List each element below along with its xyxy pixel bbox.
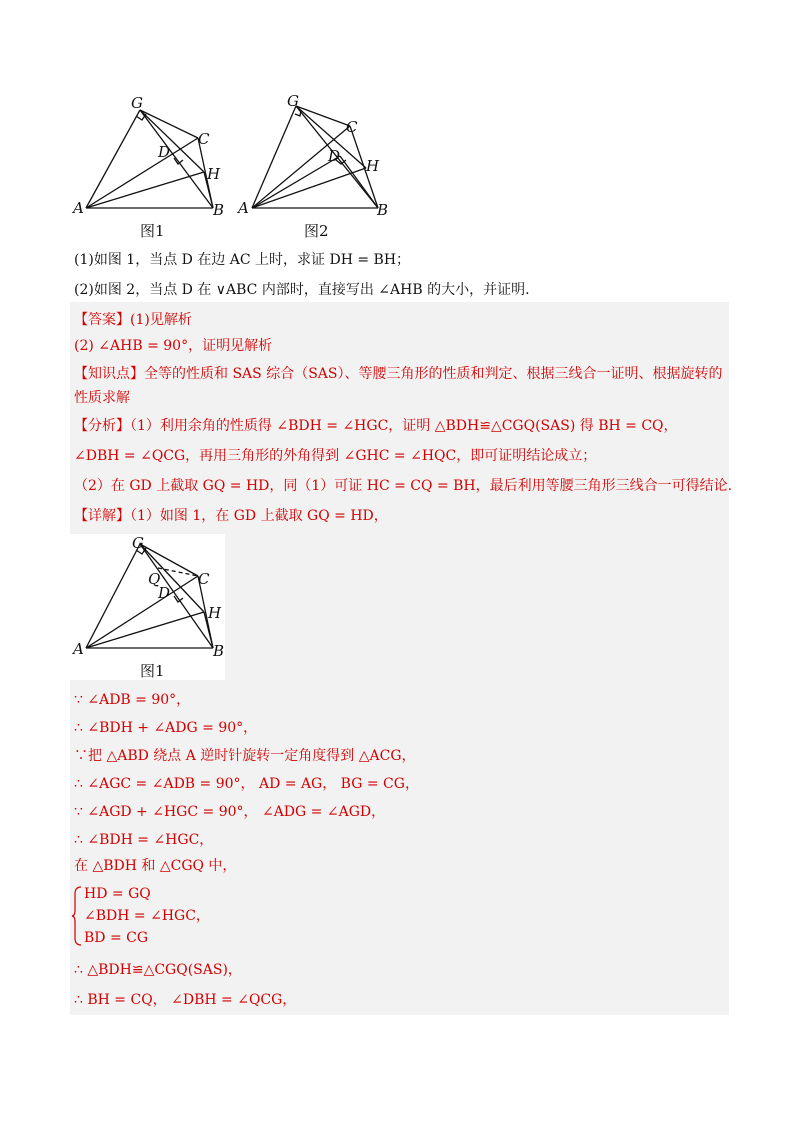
system-line-3: BD = CG [84, 930, 149, 946]
proof-step-1: ∵ ∠ADB = 90°， [74, 692, 191, 708]
proof-step-3: ∵把 △ABD 绕点 A 逆时针旋转一定角度得到 △ACG， [74, 748, 416, 764]
proof-step-8: ∴ △BDH≌△CGQ(SAS)， [74, 962, 242, 978]
fig3-label-A: A [73, 640, 84, 658]
fig2-label-D: D [328, 147, 341, 165]
knowledge-line-2: 性质求解 [74, 390, 130, 406]
fig1-label-A: A [73, 199, 84, 217]
fig1-label-C: C [198, 130, 210, 148]
proof-step-9: ∴ BH = CQ， ∠DBH = ∠QCG， [74, 992, 297, 1008]
answer-line-1: 【答案】(1)见解析 [74, 312, 192, 328]
figure-1 [70, 94, 230, 219]
fig1-label-H: H [207, 165, 221, 183]
fig3-label-G: G [132, 534, 144, 552]
proof-step-7: 在 △BDH 和 △CGQ 中， [74, 858, 237, 874]
fig2-label-B: B [377, 201, 389, 219]
fig3-label-H: H [208, 604, 222, 622]
fig3-label-D: D [158, 584, 171, 602]
question-2: (2)如图 2，当点 D 在 ∨ABC 内部时，直接写出 ∠AHB 的大小，并证明. [74, 282, 530, 298]
fig1-label-D: D [158, 143, 171, 161]
detail-intro: 【详解】（1）如图 1，在 GD 上截取 GQ = HD， [74, 508, 388, 524]
fig3-label-C: C [198, 570, 210, 588]
fig3-label-B: B [213, 642, 225, 660]
question-1: (1)如图 1，当点 D 在边 AC 上时，求证 DH = BH； [74, 252, 411, 268]
fig2-label-G: G [287, 92, 299, 110]
analysis-line-1: 【分析】（1）利用余角的性质得 ∠BDH = ∠HGC，证明 △BDH≌△CGQ(SAS) 得 BH = CQ， [74, 418, 678, 434]
system-line-1: HD = GQ [84, 886, 151, 902]
knowledge-line-1: 【知识点】全等的性质和 SAS 综合（SAS）、等腰三角形的性质和判定、根据三线合一证明、根据旋转的 [74, 366, 723, 382]
fig1-label-G: G [131, 94, 143, 112]
fig2-caption: 图2 [304, 222, 329, 240]
proof-step-2: ∴ ∠BDH + ∠ADG = 90°， [74, 720, 258, 736]
answer-line-2: (2) ∠AHB = 90°，证明见解析 [74, 338, 273, 354]
fig2-label-A: A [238, 199, 249, 217]
fig2-label-C: C [346, 118, 358, 136]
analysis-line-2: ∠DBH = ∠QCG，再用三角形的外角得到 ∠GHC = ∠HQC，即可证明结论成立； [74, 448, 597, 464]
fig1-label-B: B [213, 201, 225, 219]
fig3-label-Q: Q [148, 570, 161, 588]
system-line-2: ∠BDH = ∠HGC， [84, 908, 210, 924]
fig1-caption: 图1 [140, 222, 165, 240]
proof-step-6: ∴ ∠BDH = ∠HGC， [74, 832, 214, 848]
fig2-label-H: H [366, 157, 380, 175]
fig3-caption: 图1 [140, 662, 165, 680]
analysis-line-3: （2）在 GD 上截取 GQ = HD，同（1）可证 HC = CQ = BH，最后利用等腰三角形三线合一可得结论. [74, 478, 733, 494]
proof-step-5: ∵ ∠AGD + ∠HGC = 90°， ∠ADG = ∠AGD， [74, 804, 386, 820]
system-brace [72, 886, 82, 946]
figure-3 [70, 534, 230, 659]
proof-step-4: ∴ ∠AGC = ∠ADB = 90°， AD = AG， BG = CG， [74, 776, 419, 792]
